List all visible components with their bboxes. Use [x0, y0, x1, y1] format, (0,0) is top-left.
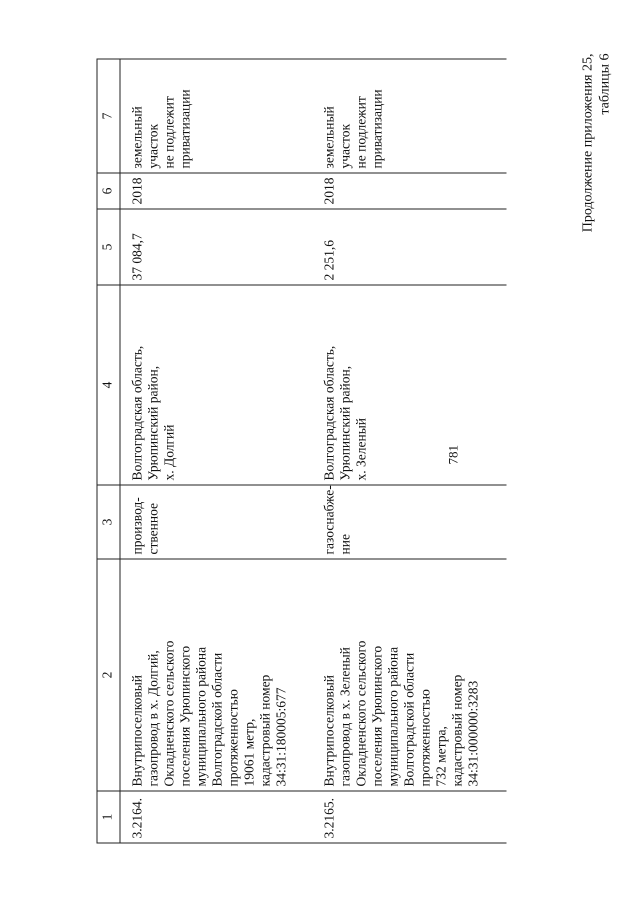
table-row — [313, 59, 507, 843]
object-purpose: производ- ственное — [120, 485, 313, 559]
continuation-line-2: таблицы 6 — [597, 53, 613, 115]
table-row — [120, 59, 313, 843]
continuation-note — [580, 54, 614, 354]
header-cell: 4 — [97, 285, 120, 485]
header-cell: 3 — [97, 485, 120, 559]
object-value: 2 251,6 — [313, 209, 507, 285]
header-cell: 7 — [97, 59, 120, 173]
header-cell: 1 — [97, 791, 120, 843]
object-name: Внутрипоселковый газопровод в х. Долгий, Окладненского сельского поселения Урюпинского муниципального района Волгоградской области протяженностью 19061 метр, кадастровый номер 34:31:180005:677 — [120, 559, 313, 791]
object-value: 37 084,7 — [120, 209, 313, 285]
object-address: Волгоградская область, Урюпинский район, х. Долгий — [120, 285, 313, 485]
object-purpose: газоснабже- ние — [313, 485, 507, 559]
page-number: 781 — [445, 445, 461, 465]
header-cell: 2 — [97, 559, 120, 791]
continuation-line-1: Продолжение приложения 25, — [580, 53, 596, 233]
object-name: Внутрипоселковый газопровод в х. Зеленый Окладненского сельского поселения Урюпинского муниципального района Волгоградской области протяженностью 732 метра, кадастровый номер 34:31:000000:3283 — [313, 559, 507, 791]
object-address: Волгоградская область, Урюпинский район, х. Зеленый — [313, 285, 507, 485]
table-header-row — [97, 59, 120, 843]
object-note: земельный участок не подлежит приватизации — [120, 59, 313, 173]
row-number: 3.2165. — [313, 791, 507, 843]
object-year: 2018 — [120, 173, 313, 209]
row-number: 3.2164. — [120, 791, 313, 843]
object-year: 2018 — [313, 173, 507, 209]
header-cell: 5 — [97, 209, 120, 285]
object-note: земельный участок не подлежит приватизации — [313, 59, 507, 173]
property-table — [97, 59, 507, 844]
header-cell: 6 — [97, 173, 120, 209]
document-page — [1, 0, 640, 905]
